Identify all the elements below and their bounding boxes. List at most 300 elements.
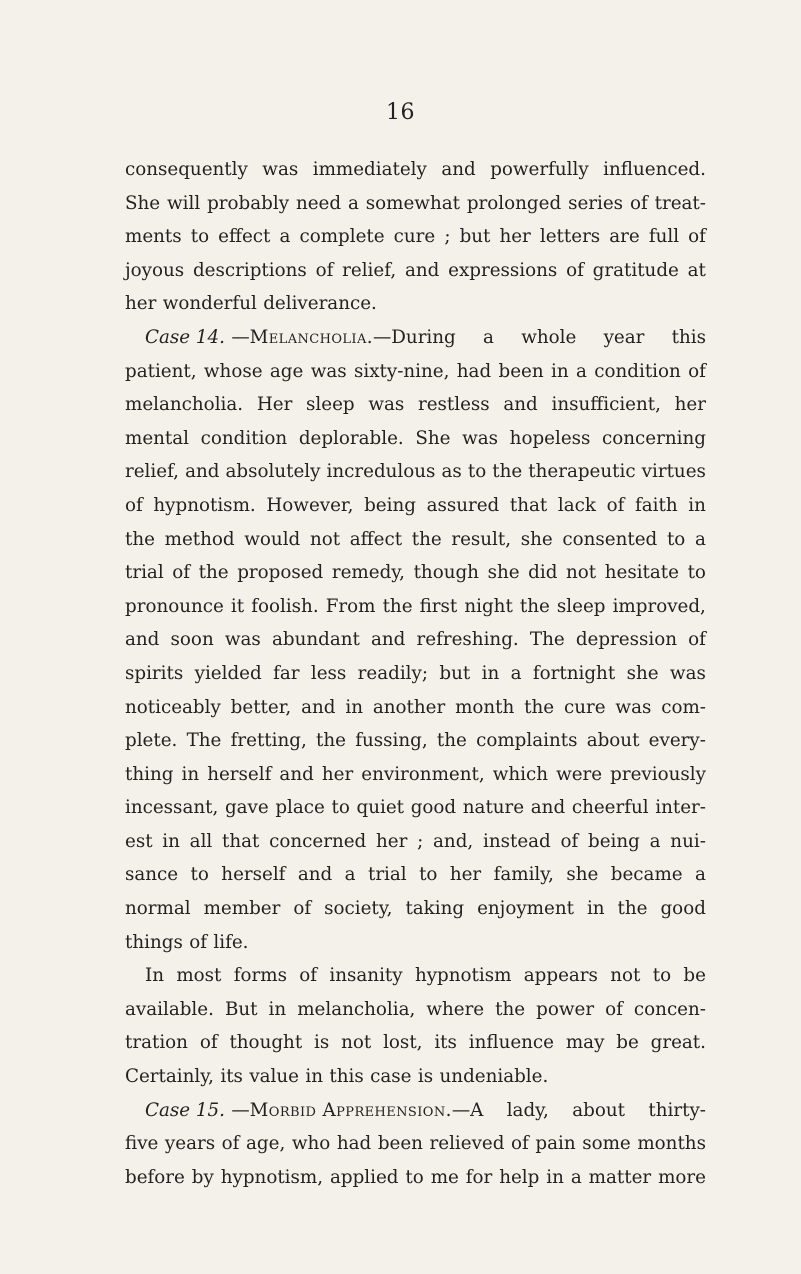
word: relief, [342,259,397,281]
word: age [269,360,304,382]
case-title-after: —During [372,326,456,348]
word: trial [367,864,407,886]
word: influenced. [603,159,706,180]
word: to [666,528,686,550]
word: not [566,562,597,584]
word: ; [417,830,424,852]
text-line [125,858,706,892]
word: patient, [125,360,197,382]
case-title: Morbid Apprehension. [249,1099,452,1121]
word: lady, [506,1099,549,1121]
word: pronounce [125,595,224,617]
word: foolish. [251,595,319,617]
word: com- [661,696,706,718]
word: as [441,461,462,483]
word: The [186,730,222,752]
word: be [683,965,706,987]
word: she [487,562,520,584]
word: of [293,898,312,920]
text-line [125,1094,706,1128]
word: a [279,226,291,248]
word: power [536,998,595,1020]
word: sleep [306,394,355,416]
word: another [372,696,446,718]
word: was [262,159,299,180]
word: month [455,696,515,718]
word: to [331,797,350,819]
word: she [566,864,599,886]
word: consented [562,528,658,550]
word: family, [493,864,554,886]
word: insufficient, [551,394,661,416]
word: lack [557,494,596,516]
word: and [441,159,476,180]
word: pain [535,1133,576,1155]
case-label: Case 14. [145,326,225,348]
word: did [528,562,558,584]
word: Her [256,394,293,416]
word: fussing, [355,730,428,752]
text-line [125,220,706,254]
word: and [371,629,406,651]
word: less [310,662,347,684]
word: expressions [448,259,558,281]
word: and, [433,830,474,852]
word: plete. [125,730,178,752]
text-line [125,1060,706,1094]
word: However, [266,494,354,516]
word: be [616,1032,639,1054]
word: which [492,763,548,785]
word: most [176,965,222,987]
word: of [315,259,334,281]
word: good [660,898,706,920]
word: forms [233,965,287,987]
word: in [546,1166,564,1188]
word: In [145,965,164,987]
word: were [556,763,603,785]
word: deplorable. [298,427,404,449]
text-line [125,623,706,657]
word: better, [230,696,292,718]
case-title-after: —A [451,1099,484,1121]
text-line [125,455,706,489]
word: case [370,1066,412,1088]
word: The [529,629,565,651]
word: inter- [655,797,706,819]
word: may [565,1032,605,1054]
word: ments [125,226,182,248]
case-heading [145,321,456,355]
word: of [199,1032,218,1054]
case-label: Case 15. [145,1099,225,1121]
word: and [125,629,160,651]
word: proposed [237,562,324,584]
word: of [629,192,648,214]
word: but [459,226,491,248]
word: a [694,528,706,550]
word: sixty-nine, [353,360,450,382]
word: about [572,1099,626,1121]
word: concen- [633,998,706,1020]
word: fretting, [230,730,307,752]
word: melancholia. [125,394,244,416]
word: melancholia, [297,998,416,1020]
word: herself [221,864,286,886]
word: abundant [271,629,360,651]
word: was [368,394,405,416]
word: of [606,494,625,516]
word: her [674,394,706,416]
word: is [314,1032,330,1054]
word: From [325,595,376,617]
text-line [125,758,706,792]
word: influence [468,1032,554,1054]
word: relief, [125,461,179,483]
word: the [316,730,346,752]
text-line [125,724,706,758]
word: a [510,662,522,684]
text-line [125,523,706,557]
word: But [224,998,258,1020]
text-line [125,556,706,590]
word: far [273,662,300,684]
text-line [125,287,706,321]
word: in [586,898,605,920]
word: sleep [556,595,606,617]
word: before [125,1166,185,1188]
word: her [499,226,531,248]
word: virtues [641,461,706,483]
text-line [125,422,706,456]
word: cure [563,696,606,718]
word: that [509,494,548,516]
word: me [430,1166,459,1188]
text-line [125,590,706,624]
word: a [344,864,356,886]
word: environment, [361,763,485,785]
word: nui- [670,830,706,852]
word: value [249,1066,299,1088]
word: she [626,662,659,684]
word: sance [125,864,179,886]
word: depression [575,629,677,651]
case-heading [145,1094,483,1128]
case-dash: — [231,1099,250,1121]
word: of [172,562,191,584]
word: powerfully [490,159,589,180]
word: Certainly, [125,1066,214,1088]
word: had [336,1133,372,1155]
word: and [279,763,314,785]
text-line [125,321,706,355]
word: fortnight [532,662,616,684]
text-line [125,825,706,859]
word: of [688,226,706,248]
word: and [185,461,220,483]
text-line [125,153,706,187]
word: hypnotism, [220,1166,324,1188]
word: it [230,595,245,617]
word: are [609,226,640,248]
word: the [125,528,155,550]
word: year [603,326,645,348]
word: her [125,293,157,315]
word: her [376,830,408,852]
word: the [382,595,413,617]
word: to [467,461,487,483]
word: insanity [329,965,403,987]
word: every- [648,730,706,752]
word: to [652,965,672,987]
word: enjoyment [477,898,574,920]
word: in [481,662,500,684]
word: whole [521,326,577,348]
word: became [610,864,683,886]
word: member [203,898,281,920]
word: about [586,730,640,752]
word: incessant, [125,797,219,819]
word: affect [349,528,403,550]
word: improved, [612,595,706,617]
word: normal [125,898,191,920]
word: for [465,1166,493,1188]
text-line [125,657,706,691]
word: a [347,192,359,214]
word: of [560,830,579,852]
text-line [125,791,706,825]
word: place [275,797,325,819]
word: been [377,1133,423,1155]
word: complete [299,226,385,248]
word: need [295,192,342,214]
word: by [191,1166,214,1188]
text-line [125,489,706,523]
word: good [410,797,457,819]
word: that [222,830,260,852]
word: of [511,1133,529,1155]
text-line [125,691,706,725]
word: of [688,360,706,382]
word: in [181,763,200,785]
text-line [125,959,706,993]
word: appears [523,965,598,987]
word: tration [125,1032,188,1054]
word: its [220,1066,243,1088]
word: been [498,360,544,382]
text-line [125,187,706,221]
word: refreshing. [416,629,519,651]
word: full [648,226,680,248]
word: concerning [602,427,706,449]
word: and [301,696,336,718]
text-line [125,1161,706,1195]
word: a [570,1166,582,1188]
word: concerned [269,830,367,852]
word: faith [634,494,678,516]
word: first [419,595,458,617]
word: the [198,562,229,584]
word: hypnotism. [153,494,256,516]
word: cheerful [571,797,649,819]
word: result, [451,528,512,550]
word: est [125,830,153,852]
word: the [617,898,648,920]
text-line [125,993,706,1027]
word: whose [203,360,263,382]
text-line [125,892,706,926]
body-text [125,153,706,1194]
word: at [687,259,706,281]
word: to [405,1166,424,1188]
word: this [329,1066,364,1088]
word: previously [610,763,706,785]
word: consequently [125,159,248,180]
word: years [164,1133,216,1155]
word: undeniable. [439,1066,549,1088]
word: applied [329,1166,399,1188]
word: gratitude [592,259,679,281]
word: gave [224,797,269,819]
word: was [615,696,652,718]
word: to [419,864,438,886]
word: effect [218,226,271,248]
word: in [688,494,706,516]
word: remedy, [331,562,405,584]
word: and [503,394,538,416]
word: was [224,629,261,651]
word: and [530,797,566,819]
text-line [125,1127,706,1161]
word: her [321,763,354,785]
word: lost, [383,1032,423,1054]
word: not [309,528,341,550]
word: of [221,1133,240,1155]
word: trial [125,562,164,584]
word: not [610,965,641,987]
word: thing [125,763,174,785]
word: being [588,830,640,852]
word: was [310,360,347,382]
word: night [464,595,513,617]
word: joyous [125,259,185,281]
word: assured [426,494,500,516]
word: readily; [357,662,429,684]
word: would [244,528,301,550]
word: where [426,998,485,1020]
word: prolonged [466,192,562,214]
word: letters [539,226,601,248]
word: in [551,360,569,382]
word: but [439,662,471,684]
case-dash: — [231,326,250,348]
word: the [436,730,467,752]
word: this [671,326,706,348]
text-line [125,1026,706,1060]
word: instead [482,830,551,852]
word: a [649,830,661,852]
word: matter [588,1166,652,1188]
word: hopeless [509,427,591,449]
word: noticeably [125,696,221,718]
word: is [417,1066,434,1088]
word: all [189,830,213,852]
word: was [462,427,499,449]
word: the [519,595,550,617]
word: some [582,1133,631,1155]
text-line [125,388,706,422]
word: will [167,192,201,214]
text-line [125,926,706,960]
word: taking [405,898,465,920]
word: deliverance. [263,293,377,315]
word: somewhat [365,192,460,214]
word: of [125,494,143,516]
word: herself [207,763,272,785]
word: hypnotism [414,965,512,987]
word: and [297,864,333,886]
word: series [568,192,624,214]
word: of [688,629,706,651]
word: soon [170,629,214,651]
word: thought [229,1032,303,1054]
word: months [637,1133,706,1155]
text-line [125,355,706,389]
word: method [164,528,235,550]
word: ; [444,226,451,248]
word: probably [207,192,290,214]
word: the [492,461,523,483]
word: to [687,562,706,584]
word: society, [324,898,393,920]
word: quiet [356,797,405,819]
word: complaints [476,730,578,752]
word: wonderful [162,293,257,315]
word: She [125,192,161,214]
word: a [575,360,587,382]
word: treat- [654,192,706,214]
word: though [413,562,479,584]
word: nature [462,797,525,819]
word: absolutely [225,461,321,483]
word: in [162,830,180,852]
word: and [404,259,440,281]
word: in [268,998,287,1020]
word: condition [594,360,681,382]
word: of [189,931,207,953]
word: of [299,965,318,987]
word: the [524,696,555,718]
word: in [305,1066,324,1088]
word: was [669,662,706,684]
word: great. [650,1032,706,1054]
word: available. [125,998,214,1020]
word: She [415,427,451,449]
word: the [495,998,526,1020]
page-number: 16 [386,100,415,125]
word: spirits [125,662,184,684]
word: help [499,1166,540,1188]
word: incredulous [326,461,436,483]
word: descriptions [192,259,307,281]
word: more [658,1166,706,1188]
word: not [341,1032,372,1054]
word: had [456,360,492,382]
word: being [364,494,416,516]
word: a [695,864,706,886]
word: of [566,259,584,281]
word: of [605,998,623,1020]
